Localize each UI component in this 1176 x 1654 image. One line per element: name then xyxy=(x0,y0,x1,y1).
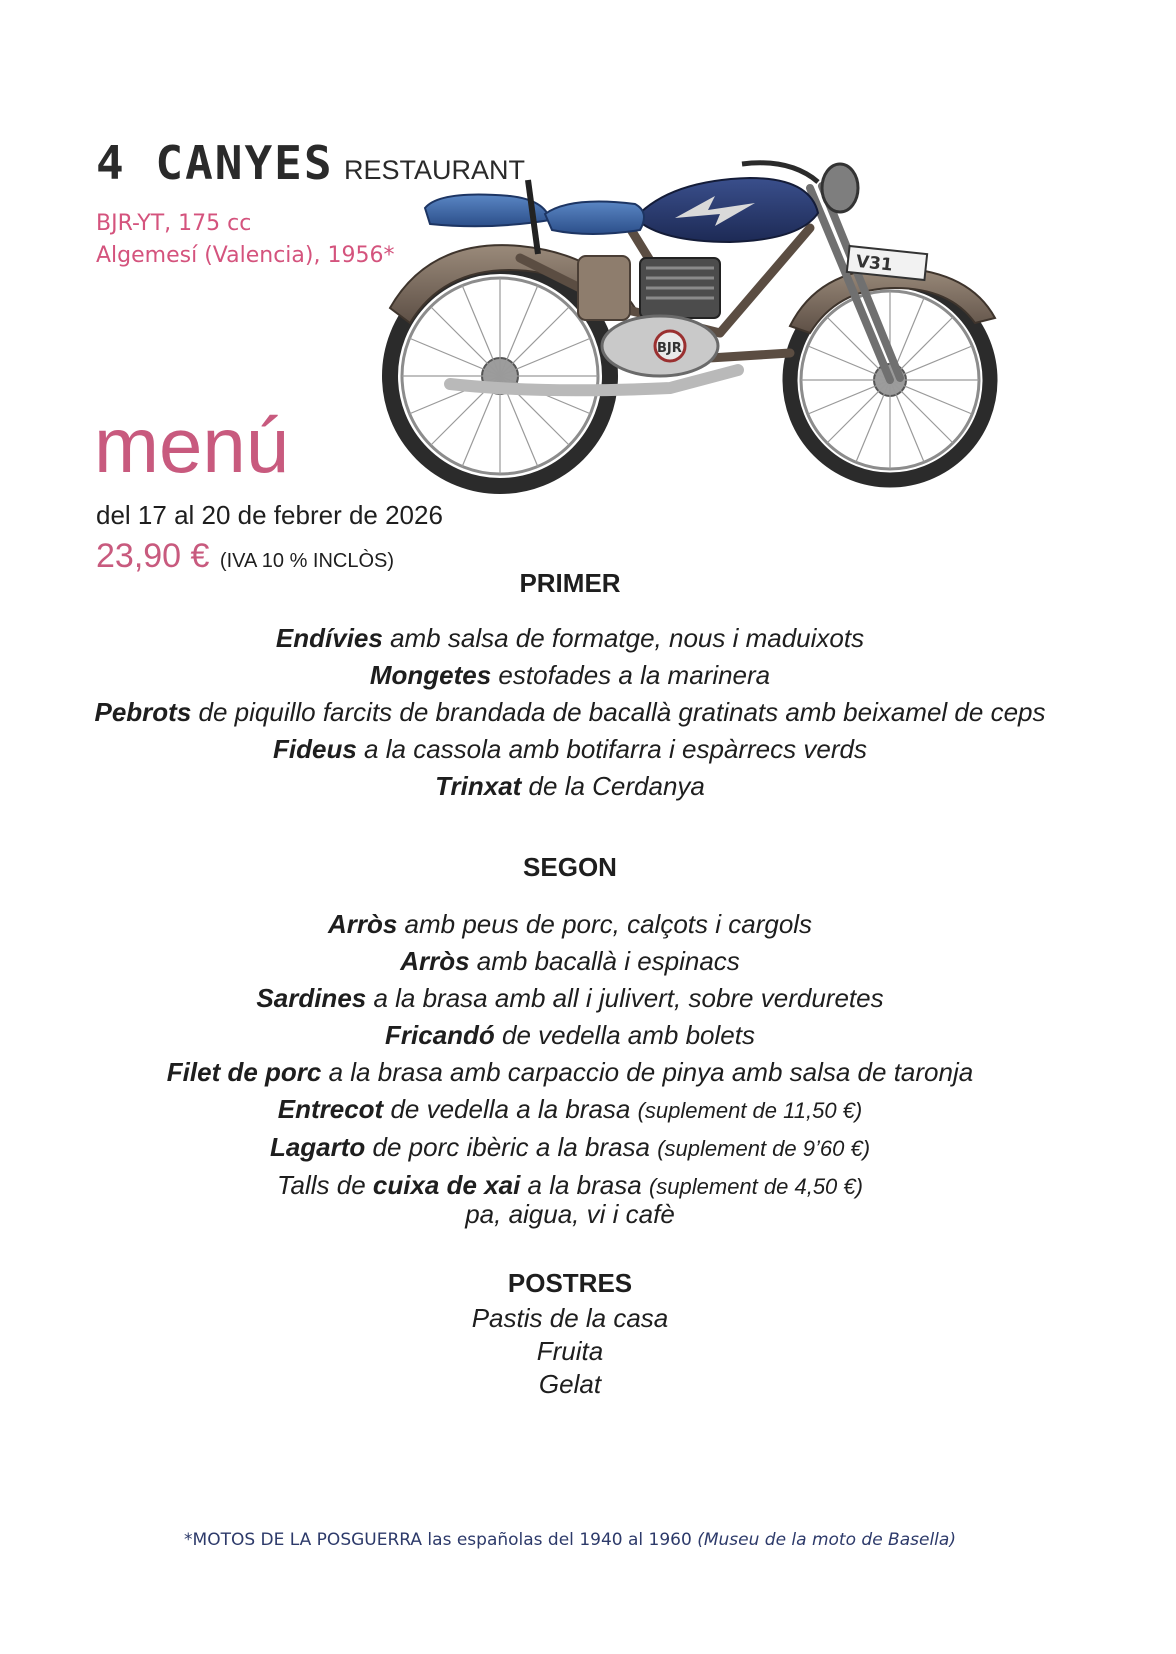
dish-name: Entrecot xyxy=(277,1094,384,1124)
dish-item xyxy=(0,694,1140,731)
dish-item xyxy=(0,768,1140,805)
section-primer xyxy=(0,568,1140,599)
dish-item xyxy=(0,1091,1140,1129)
footer-mark: * xyxy=(184,1530,193,1550)
dish-item xyxy=(0,1054,1140,1091)
dish-name: Endívies xyxy=(275,623,383,653)
dish-description: a la brasa xyxy=(520,1170,649,1200)
dish-name: Arròs xyxy=(400,946,470,976)
section-heading-primer: PRIMER xyxy=(519,568,621,598)
dish-item xyxy=(0,943,1140,980)
dish-description: de porc ibèric a la brasa xyxy=(365,1132,658,1162)
moto-origin-line xyxy=(96,240,394,272)
dish-description: de vedella amb bolets xyxy=(494,1020,755,1050)
dessert-item: Pastis de la casa xyxy=(471,1303,669,1333)
dish-supplement: (suplement de 11,50 €) xyxy=(637,1098,863,1123)
dessert-item: Fruita xyxy=(536,1336,604,1366)
primer-dish-list xyxy=(0,620,1140,805)
dish-description: amb bacallà i espinacs xyxy=(469,946,740,976)
dish-description: de piquillo farcits de brandada de bacallà gratinats amb beixamel de ceps xyxy=(191,697,1046,727)
segon-dish-list xyxy=(0,906,1140,1205)
brand-suffix: RESTAURANT xyxy=(344,155,526,185)
dish-name: Fricandó xyxy=(385,1020,495,1050)
motorcycle-illustration xyxy=(370,158,1060,500)
dish-description: a la brasa amb carpaccio de pinya amb salsa de taronja xyxy=(321,1057,974,1087)
dish-item xyxy=(0,906,1140,943)
dish-name: cuixa de xai xyxy=(372,1170,521,1200)
dish-description: de la Cerdanya xyxy=(521,771,705,801)
dish-supplement: (suplement de 9’60 €) xyxy=(657,1136,871,1161)
menu-price: 23,90 € xyxy=(96,537,210,575)
dish-description: estofades a la marinera xyxy=(491,660,771,690)
dish-description: a la cassola amb botifarra i espàrrecs verds xyxy=(356,734,867,764)
dish-name: Arròs xyxy=(327,909,398,939)
dish-name: Mongetes xyxy=(369,660,492,690)
dish-description: a la brasa amb all i julivert, sobre verduretes xyxy=(366,983,884,1013)
dish-description: amb salsa de formatge, nous i maduixots xyxy=(382,623,865,653)
postres-list xyxy=(0,1302,1140,1401)
section-heading-postres: POSTRES xyxy=(507,1268,633,1298)
menu-dates: del 17 al 20 de febrer de 2026 xyxy=(96,500,443,530)
footer-note xyxy=(0,1530,1140,1550)
dessert-item: Gelat xyxy=(538,1369,602,1399)
dish-prefix: Talls de xyxy=(277,1170,373,1200)
moto-mark: * xyxy=(383,243,395,268)
footer-museum: (Museu de la moto de Basella) xyxy=(697,1530,956,1550)
menu-extras xyxy=(0,1196,1140,1233)
dish-name: Lagarto xyxy=(269,1132,366,1162)
dish-supplement: (suplement de 4,50 €) xyxy=(648,1174,863,1199)
dish-description: de vedella a la brasa xyxy=(383,1094,638,1124)
dish-name: Fideus xyxy=(273,734,357,764)
menu-title: menú xyxy=(94,401,290,489)
dish-name: Pebrots xyxy=(94,697,192,727)
dish-name: Filet de porc xyxy=(166,1057,322,1087)
dish-name: Sardines xyxy=(256,983,367,1013)
dish-item xyxy=(0,657,1140,694)
front-seat xyxy=(545,202,644,234)
price-note: (IVA 10 % INCLÒS) xyxy=(219,550,395,572)
engine-logo: BJR xyxy=(657,341,682,356)
section-segon xyxy=(0,852,1140,883)
dish-name: Trinxat xyxy=(435,771,522,801)
section-postres xyxy=(0,1268,1140,1299)
moto-model: BJR-YT, 175 cc xyxy=(96,211,252,236)
motorcycle-photo xyxy=(370,158,1060,500)
dish-description: amb peus de porc, calçots i cargols xyxy=(397,909,813,939)
section-heading-segon: SEGON xyxy=(523,852,617,882)
dish-item xyxy=(0,980,1140,1017)
moto-origin: Algemesí (Valencia), 1956 xyxy=(96,243,384,268)
dish-item xyxy=(0,1017,1140,1054)
dish-item xyxy=(0,731,1140,768)
motorcycle-caption xyxy=(96,208,394,272)
brand-name: 4 CANYES xyxy=(96,136,334,190)
dish-item xyxy=(0,1129,1140,1167)
footer-text: MOTOS DE LA POSGUERRA las españolas del 1940 al 1960 xyxy=(192,1530,698,1550)
headlamp xyxy=(822,164,858,212)
side-box xyxy=(578,256,630,320)
extras-text: pa, aigua, vi i cafè xyxy=(465,1199,675,1229)
plate-text: V31 xyxy=(854,251,894,276)
dish-item xyxy=(0,620,1140,657)
